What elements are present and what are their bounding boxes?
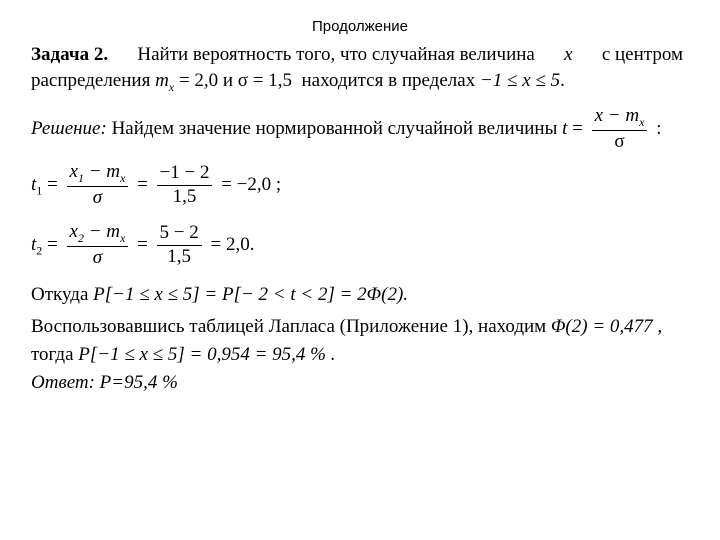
then-line xyxy=(31,344,335,366)
laplace-text: Воспользовавшись таблицей Лапласа (Приложение 1), находим xyxy=(31,316,547,337)
solution-line xyxy=(31,106,661,153)
t2-fraction-2: $\frac{5 - 2}{1,5}$ xyxy=(157,223,202,268)
t1-result: = −2,0 ; xyxy=(221,173,282,195)
task-label: Задача 2. xyxy=(31,44,109,65)
t2-sub: 2 xyxy=(36,243,43,258)
laplace-expr: Φ(2) = 0,477 , xyxy=(550,316,663,337)
solution-t-var: t xyxy=(562,117,568,139)
then-label: тогда xyxy=(31,344,74,365)
solution-frac-den: σ xyxy=(614,130,625,152)
task-line1-tail: с центром xyxy=(601,44,683,65)
t2-result: = 2,0. xyxy=(210,233,255,255)
task-text: Найти вероятность того, что случайная величина xyxy=(137,44,535,65)
answer-line xyxy=(31,372,178,394)
t2-equation: $t_2$ = $\frac{x_2 - m_x}{\sigma}$ = $\frac{5 - 2}{1,5}$ = 2,0. xyxy=(31,221,255,268)
task-x-var: x xyxy=(564,44,573,65)
t2-var: t xyxy=(31,233,37,255)
answer-label: Ответ: xyxy=(31,372,95,393)
solution-colon: : xyxy=(656,117,662,139)
task-period: . xyxy=(560,70,565,91)
slide-title: Продолжение xyxy=(311,18,409,35)
t1-equation: $t_1$ = $\frac{x_1 - m_x}{\sigma}$ = $\frac{-1 - 2}{1,5}$ = −2,0 ; xyxy=(31,161,282,208)
t1-fraction-2: $\frac{-1 - 2}{1,5}$ xyxy=(157,163,213,208)
task-m-var: m xyxy=(155,70,169,91)
t1-sub: 1 xyxy=(36,183,43,198)
then-expr: P[−1 ≤ x ≤ 5] = 0,954 = 95,4 % . xyxy=(78,344,336,365)
t2-fraction-1: $\frac{x_2 - m_x}{\sigma}$ xyxy=(67,222,129,269)
task-m-sub: x xyxy=(168,79,175,94)
task-line2-start: распределения xyxy=(31,70,151,91)
answer-expr: P=95,4 % xyxy=(99,372,178,393)
whence-label: Откуда xyxy=(31,284,89,305)
task-range-expr: −1 ≤ x ≤ 5 xyxy=(479,70,561,91)
solution-text: Найдем значение нормированной случайной величины xyxy=(111,117,558,139)
task-range-text: находится в пределах xyxy=(301,70,476,91)
task-m-value: = 2,0 xyxy=(178,70,219,91)
laplace-line xyxy=(31,316,662,338)
task-and: и xyxy=(222,70,234,91)
solution-eq: = xyxy=(572,117,583,139)
solution-frac-num: $x - m_x$ xyxy=(592,106,648,131)
solution-fraction xyxy=(592,106,648,153)
t1-fraction-1: $\frac{x_1 - m_x}{\sigma}$ xyxy=(67,162,129,209)
task-sigma: σ = 1,5 xyxy=(237,70,292,91)
whence-expr: P[−1 ≤ x ≤ 5] = P[− 2 < t < 2] = 2Φ(2). xyxy=(93,284,409,305)
solution-label: Решение: xyxy=(31,117,107,139)
whence-line xyxy=(31,284,408,306)
t1-var: t xyxy=(31,173,37,195)
task-line-2 xyxy=(31,70,565,95)
task-line-1 xyxy=(31,44,683,66)
